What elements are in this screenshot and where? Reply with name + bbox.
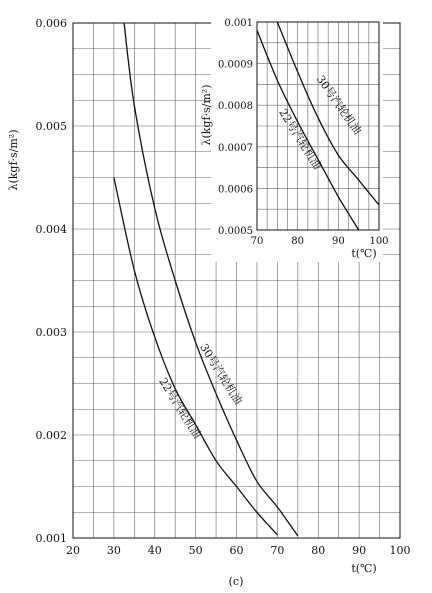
inset-y-tick-label: 0.001 [224,18,253,29]
inset-y-tick-label: 0.0005 [218,226,253,237]
inset-y-tick-label: 0.0006 [218,184,253,196]
inset-x-axis-label: t(℃) [351,247,377,260]
main-y-axis-label: λ(kgf·s/m²) [7,129,20,191]
main-x-tick-label: 40 [147,544,162,557]
inset-y-tick-label: 0.0007 [218,142,253,154]
main-y-tick-label: 0.001 [35,532,67,545]
inset-x-tick-label: 90 [331,236,345,247]
inset-x-tick-label: 80 [291,236,305,247]
inset-y-axis-label: λ(kgf·s/m²) [200,84,213,146]
main-x-axis-label: t(℃) [351,562,377,575]
main-y-tick-label: 0.004 [35,223,67,236]
main-x-tick-label: 90 [352,544,367,557]
main-x-tick-label: 20 [66,544,80,557]
figure-caption: (c) [228,575,244,588]
main-y-tick-label: 0.002 [35,429,67,442]
inset-x-tick-label: 100 [369,236,389,247]
main-y-tick-label: 0.006 [35,17,67,30]
inset-x-tick-label: 70 [250,236,264,247]
main-series-label-22: 22号汽轮机油 [156,375,204,441]
main-x-tick-label: 80 [311,544,326,557]
main-x-tick-label: 30 [106,544,121,557]
main-x-tick-label: 100 [389,544,411,557]
main-x-tick-label: 70 [270,544,285,557]
main-y-tick-label: 0.003 [35,326,67,339]
main-y-tick-label: 0.005 [35,120,67,133]
main-x-tick-label: 60 [229,544,244,557]
inset-series-label-22: 22号汽轮机油 [276,106,324,172]
inset-series-label-30: 30号汽轮机油 [313,73,364,137]
inset-y-tick-label: 0.0008 [218,101,253,113]
inset-y-tick-label: 0.0009 [218,59,253,71]
main-series-label-30: 30号汽轮机油 [197,341,245,407]
main-x-tick-label: 50 [188,544,203,557]
